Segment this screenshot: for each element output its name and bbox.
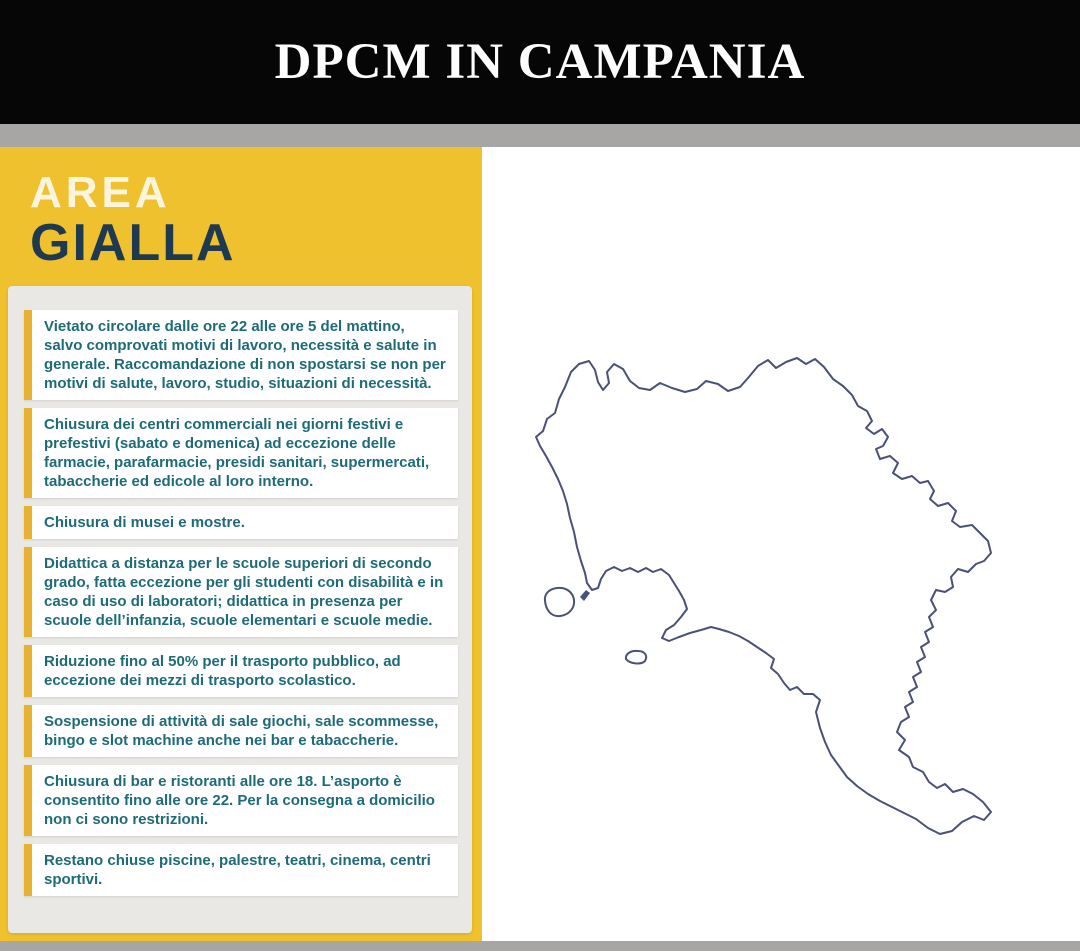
- panel-title: [0, 147, 482, 272]
- rule-text: Riduzione fino al 50% per il trasporto pubblico, ad eccezione dei mezzi di trasporto scolastico.: [44, 653, 401, 689]
- rule-text: Sospensione di attività di sale giochi, sale scommesse, bingo e slot machine anche nei bar e tabaccherie.: [44, 713, 439, 749]
- area-label: AREA: [30, 168, 171, 217]
- rule-text: Chiusura di bar e ristoranti alle ore 18. L’asporto è consentito fino alle ore 22. Per la consegna a domicilio non ci sono restrizioni.: [44, 773, 435, 828]
- map-area: [482, 147, 1080, 941]
- rule-text: Chiusura di musei e mostre.: [44, 514, 245, 531]
- rule-card: [24, 765, 458, 836]
- zone-label: GIALLA: [30, 213, 236, 272]
- rule-text: Didattica a distanza per le scuole superiori di secondo grado, fatta eccezione per gli studenti con disabilità e in caso di uso di laboratori; didattica in presenza per scuole dell’infanzia, scuole elementari e scuole medie.: [44, 555, 444, 629]
- top-divider-bar: [0, 124, 1080, 147]
- rule-card: [24, 645, 458, 697]
- area-gialla-panel: [0, 147, 482, 941]
- rule-card: [24, 506, 458, 539]
- rule-card: [24, 705, 458, 757]
- page-title: DPCM IN CAMPANIA: [274, 34, 806, 90]
- rules-list: [8, 286, 472, 933]
- rule-card: [24, 408, 458, 498]
- rule-text: Restano chiuse piscine, palestre, teatri, cinema, centri sportivi.: [44, 852, 431, 888]
- header-bar: [0, 0, 1080, 124]
- rule-text: Vietato circolare dalle ore 22 alle ore 5 del mattino, salvo comprovati motivi di lavoro, necessità e salute in generale. Raccomandazione di non spostarsi se non per motivi di salute, lavoro, studio, situazioni di necessità.: [44, 318, 446, 392]
- bottom-divider-bar: [0, 941, 1080, 951]
- rule-card: [24, 844, 458, 896]
- rule-card: [24, 310, 458, 400]
- rule-card: [24, 547, 458, 637]
- rule-text: Chiusura dei centri commerciali nei giorni festivi e prefestivi (sabato e domenica) ad eccezione delle farmacie, parafarmacie, presidi sanitari, supermercati, tabaccherie ed edicole al loro interno.: [44, 416, 430, 490]
